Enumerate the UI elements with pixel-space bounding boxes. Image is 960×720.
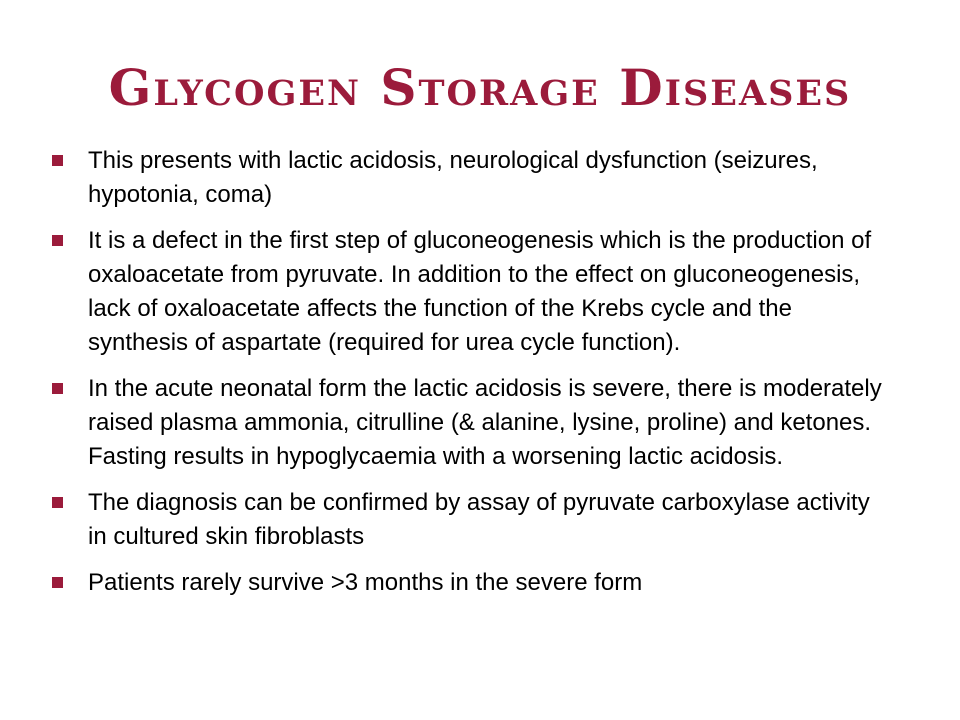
bullet-item <box>52 566 892 600</box>
bullet-text: In the acute neonatal form the lactic acidosis is severe, there is moderately raised plasma ammonia, citrulline (& alanine, lysine, proline) and ketones. Fasting results in hypoglycaemia with a worsening lactic acidosis. <box>88 375 882 470</box>
bullet-text: The diagnosis can be confirmed by assay of pyruvate carboxylase activity in cultured skin fibroblasts <box>88 489 870 550</box>
square-bullet-icon <box>52 497 63 508</box>
slide-title: Glycogen Storage Diseases <box>108 58 852 117</box>
bullet-item <box>52 144 892 212</box>
bullet-text: Patients rarely survive >3 months in the severe form <box>88 569 643 596</box>
bullet-item <box>52 486 892 554</box>
bullet-text: It is a defect in the first step of gluconeogenesis which is the production of oxaloacetate from pyruvate. In addition to the effect on gluconeogenesis, lack of oxaloacetate affects the function of the Krebs cycle and the synthesis of aspartate (required for urea cycle function). <box>88 227 872 356</box>
bullet-list <box>52 144 892 612</box>
square-bullet-icon <box>52 383 63 394</box>
bullet-item <box>52 372 892 474</box>
square-bullet-icon <box>52 155 63 166</box>
square-bullet-icon <box>52 235 63 246</box>
bullet-text: This presents with lactic acidosis, neurological dysfunction (seizures, hypotonia, coma) <box>88 147 818 208</box>
bullet-item <box>52 224 892 360</box>
square-bullet-icon <box>52 577 63 588</box>
